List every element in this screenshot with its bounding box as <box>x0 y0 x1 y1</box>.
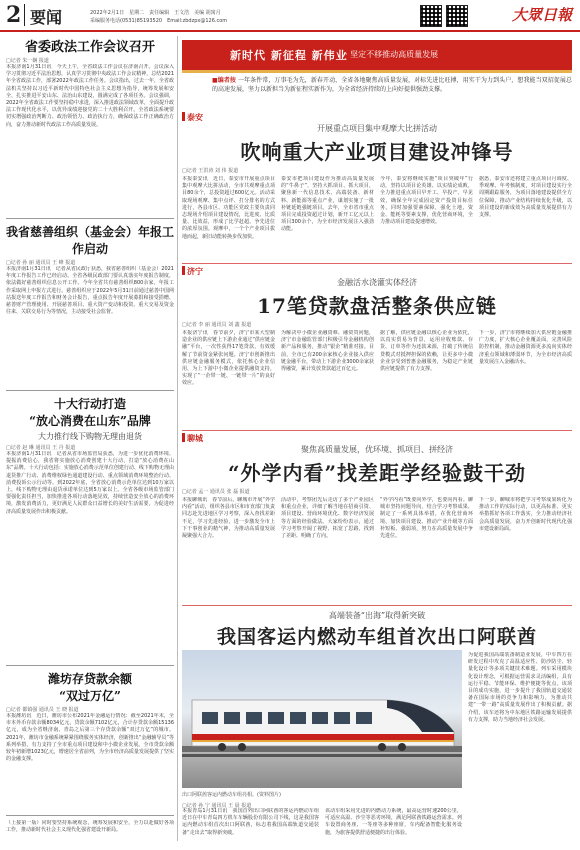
paper-logo: 大眾日報 <box>511 6 572 24</box>
divider <box>6 218 174 219</box>
article-col: 本报青岛1月31日讯 我国首列出口阿联酋的客运内燃动车组近日在中车青岛四方机车车辆股份有限公司下线，这是我国客运内燃动车组首次出口阿联酋，标志着我国高端轨道交通装备“走出去”取得新突破。 <box>182 808 319 836</box>
divider <box>6 665 174 666</box>
article-body: 本报济南1月31日讯 今天上午，全省政法工作会议在济南召开。会议深入学习贯彻习近平法治思想，认真学习贯彻中央政法工作会议精神，总结2021年全省政法工作，部署2022年政法工作任务。会议指出，过去一年，全省政法机关坚持以习近平新时代中国特色社会主义思想为指导，统筹发展和安全，扎实推进平安山东、法治山东建设，圆满完成了各项任务。会议强调，2022年全省政法工作要坚持稳中求进，深入推进政法领域改革，全面提升政法工作现代化水平，以优异成绩迎接党的二十大胜利召开。全省政法系统要切实增强政治判断力、政治领悟力、政治执行力，确保政法工作正确政治方向，奋力推动新时代政法工作高质量发展。 <box>6 64 174 128</box>
section-divider <box>182 263 572 264</box>
section-divider <box>182 430 572 431</box>
editor-note-text: 一年条件常，万事毛为先，新春开动，全省各地聚焦高质量发展，对标先进比旺搏，用实干为力到头户，想我能当双招促展总的高速发展，坚力以新担当为新征程实新作为，为全省经济持续的上向好提供强劲支撑。 <box>212 77 572 93</box>
article-title-charity: 我省慈善组织（基金会）年报工作启动 <box>6 225 175 256</box>
article-body: 本报济南1月31日讯 记者从省市场监管局获悉，为进一步优化消费环境、提振消费信心，我省将实施放心消费创建十大行动，打造“放心消费在山东”品牌。十大行动包括：实施放心消费示范单位创建行动、线下购物无理由退货推广行动、消费维权绿色通道建设行动、重点领域消费环境整治行动、消费投诉公示行动等。到2022年底，全省放心消费示范单位达到10万家以上，线下购物无理由退货承诺单位达到5万家以上。全省各级市场监管部门要强化责任担当，加快推进各项行动落地见效，持续营造安全放心的消费环境，激发消费活力，更好满足人民群众日益增长的美好生活需要，为促进经济高质量发展作出积极贡献。 <box>6 451 174 515</box>
header-meta-line2: 采编服务电话(0531)85193520 Email:zbdzpx@126.com <box>90 18 228 24</box>
byline: □记者 孙 宁 通讯员 王 晨 报道 <box>182 803 252 809</box>
article-col: 泰安市把项目建设作为推动高质量发展的“牛鼻子”，坚持大抓项目、抓大项目，聚焦新一代信息技术、高端装备、新材料、新能源等重点产业，谋划实施了一批补链延链强链项目。去年，全市省市重点项目完成投资超过计划，新开工亿元以上项目300余个，为全市经济发展注入强劲动能。 <box>281 176 374 233</box>
article-title-weifang: 潍坊存贷款余额 “双过万亿” <box>47 672 132 703</box>
taian-section <box>182 112 572 266</box>
headline-train: 我国客运内燃动车组首次出口阿联酋 <box>216 626 537 648</box>
article-col: 本报聊城讯 春节前后，聊城市开展“外学内看”活动，组织各县市区和市直部门负责同志赴先进地区学习考察，深入查找差距不足，学习先进经验，进一步激发全市上下干事创业的精气神，为推动高质量发展凝聚强大合力。 <box>182 497 275 540</box>
byline: □记者 都镇强 通讯员 王 晓 报道 <box>6 707 79 713</box>
city-tag-taian: 泰安 <box>182 112 572 123</box>
article-title-consumption: 十大行动打造 “放心消费在山东”品牌 <box>29 397 151 428</box>
column-divider <box>177 36 178 841</box>
city-tag-jining: 济宁 <box>182 266 572 277</box>
train-illustration <box>182 650 462 788</box>
article-title-politics: 省委政法工作会议召开 <box>24 40 155 55</box>
banner-title: 新时代 新征程 新伟业 <box>230 49 348 62</box>
article-body: 本报潍坊讯 近日，潍坊市公布2021年金融运行情况：截至2021年末，全市本外币存款余额8034亿元，贷款余额7102亿元，合计存贷款余额15136亿元，成为全省继济南、青岛之后第三个存贷款余额“双过万亿”的城市。2021年，潍坊市金融系统紧紧围绕服务实体经济，创新推出“金融辅导员”等系列举措，有力支持了全市重点项目建设和中小微企业发展。全市贷款余额较年初新增1023亿元，增速居全省前列，为全市经济高质量发展提供了坚实的金融支撑。 <box>6 713 174 763</box>
kicker-taian: 开展重点项目集中观摩大比拼活动 <box>317 124 437 133</box>
article-body: 本报济南1月31日讯 记者从省民政厅获悉，我省慈善组织（基金会）2021年度工作报告工作已经启动。全省各级民政部门要认真落实年度报告制度，依法做好慈善组织信息公开工作。今年全省共有慈善组织800余家，年报工作采取网上申报方式进行。慈善组织应于2022年5月31日前通过慈善中国网站报送年度工作报告和财务会计报告，重点报告年度开展募捐和接受捐赠、慈善财产管理使用、开展慈善项目、重大资产变动和投资、重大交易及资金往来、关联交易行为等情况，主动接受社会监督。 <box>6 266 174 316</box>
photo-caption: 出口阿联酋客运内燃动车组亮相。(资料图片) <box>182 792 281 798</box>
byline: □记者 孙 丽 通讯员 王 峰 报道 <box>6 260 76 266</box>
article-col: 下一步，济宁市将继续加大供应链金融推广力度，扩大核心企业覆盖面，完善风险防控机制，推动金融资源更多流向实体经济重点领域和薄弱环节，为全市经济高质量发展注入金融活水。 <box>479 330 572 365</box>
article-col: 该动车组采用先进的内燃动力系统，最高运营时速200公里，可适应高温、沙尘等恶劣环境，满足阿联酋铁路运营需求。列车设置商务座、一等座等多种座席，车内配备智能化服务设施，为旅客提供舒适便捷的出行体验。 <box>325 808 462 836</box>
train-article-cols <box>182 808 462 842</box>
city-tag-liaocheng: 聊城 <box>182 433 572 444</box>
page-number: 2 <box>6 2 22 28</box>
byline: □记者 赵 琳 通讯员 王 丹 报道 <box>6 445 76 451</box>
article-col: 据了解，供应链金融以核心企业为依托，以真实贸易为背景，运用应收账款、存货、订单等作为还款来源，打破了传统信贷模式对抵押担保的依赖，让更多中小微企业享受到普惠金融服务，为稳定产业链供应链提供了有力支撑。 <box>380 330 473 373</box>
section-divider <box>182 605 572 606</box>
jining-section <box>182 266 572 435</box>
byline: □记者 李 丽 通讯员 刘 鑫 报道 <box>182 322 252 328</box>
article-col: “外学内看”既要向外学，也要向内看。聊城市坚持问题导向，结合学习考察成果，制定了一系列具体举措，在优化营商环境、加快项目建设、推动产业升级等方面补短板、强弱项，努力在高质量发展中争先进位。 <box>380 497 473 540</box>
kicker-liaocheng: 聚焦高质量发展，优环境、抓项目、拼经济 <box>301 445 453 454</box>
kicker-jining: 金融活水浇灌实体经济 <box>337 278 417 287</box>
continued-note: （上接第一版）同时要坚持系统观念，统筹发展和安全，全力以赴做好各项工作，推动新时代社会主义现代化强省建设开新局。 <box>6 820 174 834</box>
liaocheng-section <box>182 433 572 612</box>
kicker-train: 高端装备“出海”取得新突破 <box>328 611 426 620</box>
qr-code-icon <box>420 5 442 27</box>
page-header <box>0 0 580 32</box>
article-col: 为解决中小微企业融资难、融资贵问题，济宁市金融监管部门积极引导金融机构创新产品和服务，推动“银企”精准对接。目前，全市已有200余家核心企业接入供应链金融平台，带动上下游企业3000余家获得融资，累计发放贷款超过百亿元。 <box>281 330 374 373</box>
headline-jining: 17笔贷款盘活整条供应链 <box>257 294 497 318</box>
article-col: 据悉，泰安市还将建立重点项目月调度、季观摩、年考核制度，对项目建设实行全周期跟踪服务，为项目落地建设提供全方位保障，推动产业结构持续优化升级，以项目建设的新成效为高质量发展提供有力支撑。 <box>479 176 572 219</box>
divider <box>6 815 174 816</box>
editor-note-tag: ■编者按 <box>212 77 236 84</box>
banner-subtitle: · 坚定不移推动高质量发展 <box>345 50 439 59</box>
headline-liaocheng: “外学内看”找差距学经验鼓干劲 <box>227 461 526 485</box>
train-article-right: 为促进我国高端装备制造业发展，中车四方在研发过程中攻克了高温适应性、防沙防尘、轻量化设计等多项关键技术难题。列车采用模块化设计理念，可根据运营需求灵活编组，具有运行平稳、节能环保、维护便捷等优点。该项目的成功实施，进一步提升了我国轨道交通装备在国际市场的竞争力和影响力，为推动共建“一带一路”高质量发展作出了积极贡献。据介绍，该车还将为中东地区铁路运输发展提供有力支撑，助力当地经济社会发展。 <box>468 652 572 723</box>
byline: □记者 朱一娴 报道 <box>6 58 49 64</box>
banner-strip <box>182 70 572 73</box>
left-column <box>6 36 174 850</box>
article-col: 活动中，考察团先后走访了多个产业园区和重点企业，详细了解当地在招商引资、项目建设、营商环境优化、数字经济发展等方面的经验做法。大家纷纷表示，通过学习考察开阔了视野、拓宽了思路，找到了差距、明确了方向。 <box>281 497 374 540</box>
article-col: 今年，泰安将继续实施“项目突破年”行动，坚持以项目论英雄、以实绩论成败，全力推进重点项目早开工、早投产、早见效，确保全年完成固定资产投资目标任务。同时加强要素保障，强化土地、资金、能耗等要素支撑，优化营商环境，全力推动项目建设提速增效。 <box>380 176 473 226</box>
headline-taian: 吹响重大产业项目建设冲锋号 <box>240 140 514 164</box>
section-title: 要闻 <box>30 8 63 27</box>
divider <box>6 390 174 391</box>
editor-note <box>182 76 572 110</box>
article-subtitle: 大力推行线下购物无理由退货 <box>38 432 142 441</box>
header-divider <box>24 4 25 26</box>
article-col: 本报济宁讯 春节前夕，济宁市某大型制造企业的供应链上下游企业通过“供应链金融”平台，一次性获得17笔贷款，有效缓解了节前资金紧张问题。济宁市创新推出供应链金融服务模式，依托核心企业信用，为上下游中小微企业提供融资支持，实现了“一企带一链、一链带一片”的良好效应。 <box>182 330 275 387</box>
qr-code-icon-2 <box>446 5 468 27</box>
byline: □记者 王洪涛 刘 伟 报道 <box>182 168 239 174</box>
header-meta-line1: 2022年2月1日 星期二 责任编辑 王文浩 美编 胡寓月 <box>90 10 221 16</box>
train-photo <box>182 650 462 788</box>
article-col: 本报泰安讯 近日，泰安市开展重点项目集中观摩大比拼活动，全市共观摩重点项目80余个，总投资超过600亿元。活动采取现场观摩、集中点评、打分排名的方式进行，各县市区、功能区党政主要负责同志现场介绍项目建设情况，比进度、比质量、比效益，形成了比学赶超、争先进位的浓厚氛围。观摩中，一个个产业项目拔地而起，新旧动能转换步伐加快。 <box>182 176 275 240</box>
byline: □记者 孟一 通讯员 张 磊 报道 <box>182 489 250 495</box>
article-col: 下一步，聊城市将把学习考察成果转化为推动工作的实际行动，以更高标准、更实举措抓好各项工作落实，全力推动经济社会高质量发展，奋力开创新时代现代化强市建设新局面。 <box>479 497 572 532</box>
